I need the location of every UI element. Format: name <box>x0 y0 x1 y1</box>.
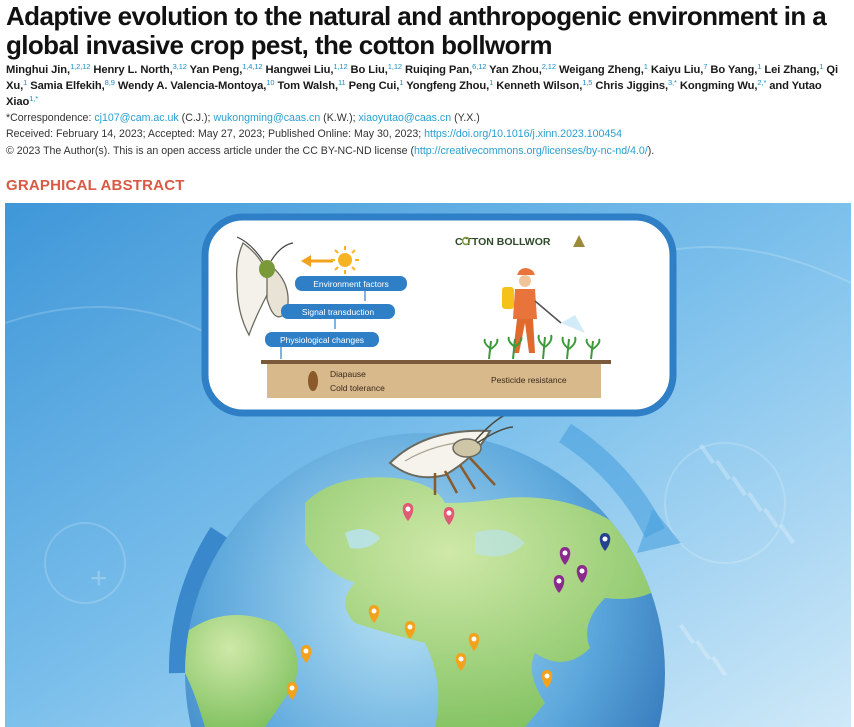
author-name <box>118 80 275 92</box>
affiliation-marker: 1,2,12 <box>70 62 91 71</box>
author-name <box>559 64 648 76</box>
affiliation-marker: 1,12 <box>333 62 348 71</box>
graphical-abstract-heading: GRAPHICAL ABSTRACT <box>6 177 185 194</box>
plus-decoration: + <box>90 562 108 595</box>
author-name-text: Minghui Jin, <box>6 64 71 76</box>
svg-text:Physiological changes: Physiological changes <box>279 335 365 345</box>
email-link[interactable]: cj107@cam.ac.uk <box>94 112 179 124</box>
affiliation-marker: 8,9 <box>104 78 115 87</box>
affiliation-marker: 1,5 <box>582 78 593 87</box>
cotton-bollworm-logo: C TTON BOLLWOR <box>455 236 551 248</box>
publication-dates: Received: February 14, 2023; Accepted: May 27, 2023; Published Online: May 30, 2023; <box>6 128 422 140</box>
correspondence-initials: (K.W.); <box>323 112 356 124</box>
author-name <box>277 80 345 92</box>
author-name-text: Henry L. North, <box>93 64 173 76</box>
license-close: ). <box>647 145 655 157</box>
author-name <box>405 64 486 76</box>
svg-text:Environment factors: Environment factors <box>313 279 389 289</box>
author-name <box>710 64 761 76</box>
author-name <box>93 64 187 76</box>
affiliation-marker: 2,12 <box>541 62 556 71</box>
affiliation-marker: 1 <box>643 62 648 71</box>
author-name <box>764 64 823 76</box>
author-name-text: Peng Cui, <box>348 80 400 92</box>
author-name-text: Lei Zhang, <box>764 64 820 76</box>
author-name-text: Bo Liu, <box>350 64 388 76</box>
author-name <box>6 64 90 76</box>
flow-step <box>295 276 407 291</box>
affiliation-marker: 1,12 <box>387 62 402 71</box>
cold-tolerance-label: Cold tolerance <box>330 383 385 393</box>
svg-text:Signal transduction: Signal transduction <box>301 307 375 317</box>
license-line <box>6 144 852 159</box>
author-name-text: Weigang Zheng, <box>558 64 644 76</box>
author-name-text: Kenneth Wilson, <box>496 80 583 92</box>
email-link[interactable]: xiaoyutao@caas.cn <box>358 112 452 124</box>
ground-line <box>261 360 611 364</box>
affiliation-marker: 1 <box>23 78 28 87</box>
author-name-text: Qi Xu, <box>6 64 839 92</box>
diapause-label: Diapause <box>330 369 366 379</box>
correspondence-line <box>6 111 852 126</box>
affiliation-marker: 11 <box>338 78 346 87</box>
author-name <box>190 64 263 76</box>
affiliation-marker: 2,* <box>757 78 767 87</box>
affiliation-marker: 1 <box>819 62 824 71</box>
author-name <box>266 64 348 76</box>
pesticide-resistance-label: Pesticide resistance <box>491 375 567 385</box>
email-link[interactable]: wukongming@caas.cn <box>213 112 321 124</box>
flow-step <box>265 332 379 347</box>
correspondence-initials: (C.J.); <box>181 112 211 124</box>
author-name-text: Tom Walsh, <box>277 80 338 92</box>
author-name-text: Samia Elfekih, <box>30 80 105 92</box>
author-name <box>680 80 766 92</box>
dates-line <box>6 127 852 142</box>
pupa-icon <box>308 371 318 391</box>
author-name <box>595 80 676 92</box>
author-name <box>351 64 402 76</box>
correspondence-label: *Correspondence: <box>6 112 92 124</box>
affiliation-marker: 1 <box>489 78 494 87</box>
graphical-abstract-figure <box>5 203 851 727</box>
author-list <box>6 62 852 110</box>
license-link[interactable]: http://creativecommons.org/licenses/by-nc-nd/4.0/ <box>414 145 648 157</box>
flow-step <box>281 304 395 319</box>
author-name <box>489 64 556 76</box>
author-name-text: Ruiqing Pan, <box>404 64 473 76</box>
author-name-text: Yan Peng, <box>189 64 243 76</box>
author-name <box>406 80 493 92</box>
article-title: Adaptive evolution to the natural and anthropogenic environment in a global invasive crop pest, the cotton bollworm <box>6 1 827 60</box>
affiliation-marker: 1 <box>399 78 404 87</box>
author-name <box>496 80 592 92</box>
doi-link[interactable]: https://doi.org/10.1016/j.xinn.2023.100454 <box>424 128 623 140</box>
affiliation-marker: 1,4,12 <box>242 62 263 71</box>
author-name-text: Hangwei Liu, <box>265 64 334 76</box>
author-name-text: Bo Yang, <box>710 64 758 76</box>
affiliation-marker: 7 <box>703 62 708 71</box>
affiliation-marker: 6,12 <box>472 62 487 71</box>
graphical-abstract <box>5 203 851 727</box>
author-name-text: Kaiyu Liu, <box>650 64 704 76</box>
license-text: © 2023 The Author(s). This is an open access article under the CC BY-NC-ND license ( <box>6 145 415 157</box>
affiliation-marker: 10 <box>266 78 275 87</box>
affiliation-marker: 3,* <box>667 78 677 87</box>
affiliation-marker: 1 <box>757 62 762 71</box>
affiliation-marker: 3,12 <box>172 62 187 71</box>
author-name <box>30 80 115 92</box>
affiliation-marker: 1,* <box>29 94 39 103</box>
author-name-text: Chris Jiggins, <box>595 80 668 92</box>
author-name-text: Kongming Wu, <box>679 80 758 92</box>
author-name <box>349 80 404 92</box>
author-name-text: Yongfeng Zhou, <box>406 80 490 92</box>
author-name-text: and Yutao Xiao <box>6 80 822 108</box>
author-name-text: Wendy A. Valencia-Montoya, <box>117 80 267 92</box>
author-name-text: Yan Zhou, <box>489 64 542 76</box>
correspondence-initials: (Y.X.) <box>454 112 480 124</box>
author-name <box>651 64 708 76</box>
